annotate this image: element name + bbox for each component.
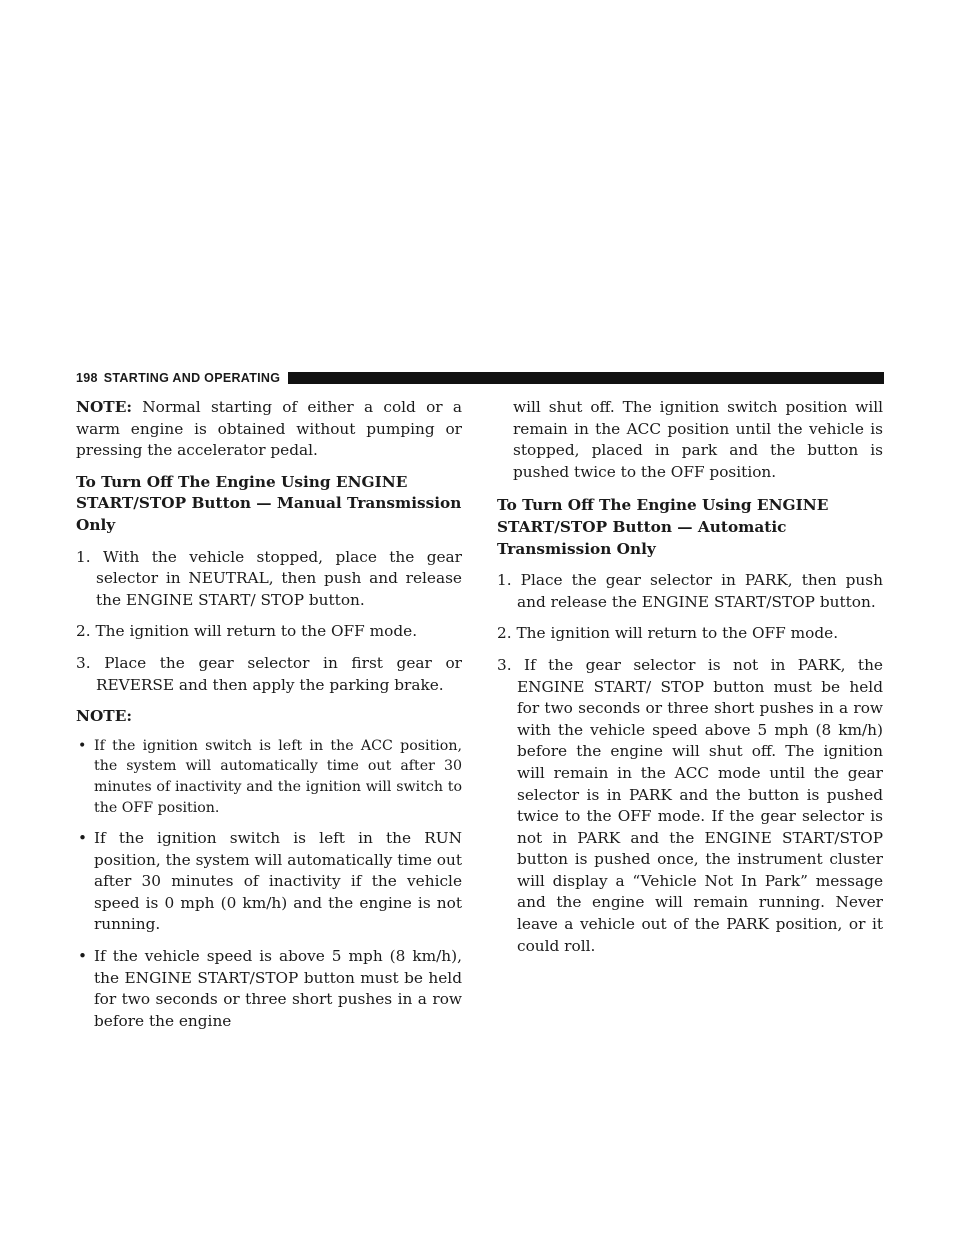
auto-step-1 (497, 570, 883, 613)
continued-paragraph: will shut off. The ignition switch position will remain in the ACC position until the vehicle is stopped, placed in park and the button is pushed twice to the OFF position. (513, 398, 883, 481)
note-bullet (76, 828, 462, 936)
page-number: 198 (76, 371, 98, 385)
right-column (497, 397, 883, 957)
bullet-dot: • (78, 829, 88, 848)
bullet-text: If the ignition switch is left in the ACC position, the system will automatically time out after 30 minutes of inactivity and the ignition will switch to the OFF position. (94, 737, 462, 816)
bullet-text: If the ignition switch is left in the RUN position, the system will automatically time out after 30 minutes of inactivity if the vehicle speed is 0 mph (0 km/h) and the engine is not running. (94, 829, 462, 934)
header-rule (288, 372, 884, 384)
step-text: If the gear selector is not in PARK, the ENGINE START/ STOP button must be held for two seconds or three short pushes in a row with the vehicle speed above 5 mph (8 km/h) before the engine will shut off. The ignition will remain in the ACC mode until the gear selector is in PARK and the button is pushed twice to the OFF mode. If the gear selector is not in PARK and the ENGINE START/STOP button is pushed once, the instrument cluster will display a “Vehicle Not In Park” message and the engine will remain running. Never leave a vehicle out of the PARK position, or it could roll. (517, 655, 883, 955)
note-label: NOTE: (76, 398, 132, 416)
step-text: The ignition will return to the OFF mode. (516, 624, 839, 643)
bullet-dot: • (78, 947, 88, 966)
step-text: Place the gear selector in first gear or REVERSE and then apply the parking brake. (96, 653, 462, 694)
note-bullet (76, 736, 462, 818)
note-text: Normal starting of either a cold or a warm engine is obtained without pumping or pressing the accelerator pedal. (76, 398, 462, 460)
step-text: The ignition will return to the OFF mode. (95, 622, 418, 641)
step-number: 2. (497, 624, 512, 643)
step-number: 1. (497, 571, 512, 590)
step-number: 1. (76, 547, 91, 566)
note-paragraph (76, 397, 462, 462)
note-2-label: NOTE: (76, 707, 132, 726)
step-number: 3. (76, 653, 91, 672)
section-title: STARTING AND OPERATING (103, 371, 281, 385)
step-number: 3. (497, 655, 512, 674)
manual-step-2 (76, 621, 462, 643)
left-column (76, 397, 462, 1032)
step-number: 2. (76, 622, 91, 641)
step-text: With the vehicle stopped, place the gear selector in NEUTRAL, then push and release the ENGINE START/ STOP button. (96, 547, 462, 609)
automatic-transmission-heading: To Turn Off The Engine Using ENGINE START/STOP Button — Automatic Transmission Only (497, 496, 829, 558)
manual-transmission-heading: To Turn Off The Engine Using ENGINE START/STOP Button — Manual Transmission Only (76, 472, 462, 534)
bullet-dot: • (78, 737, 87, 754)
step-text: Place the gear selector in PARK, then push and release the ENGINE START/STOP button. (517, 571, 883, 611)
note-bullet (76, 946, 462, 1032)
auto-step-2 (497, 623, 883, 645)
auto-step-3 (497, 655, 883, 957)
bullet-text: If the vehicle speed is above 5 mph (8 km/h), the ENGINE START/STOP button must be held for two seconds or three short pushes in a row before the engine (94, 947, 462, 1030)
manual-step-1 (76, 547, 462, 612)
manual-step-3 (76, 653, 462, 696)
page-header (76, 368, 884, 388)
